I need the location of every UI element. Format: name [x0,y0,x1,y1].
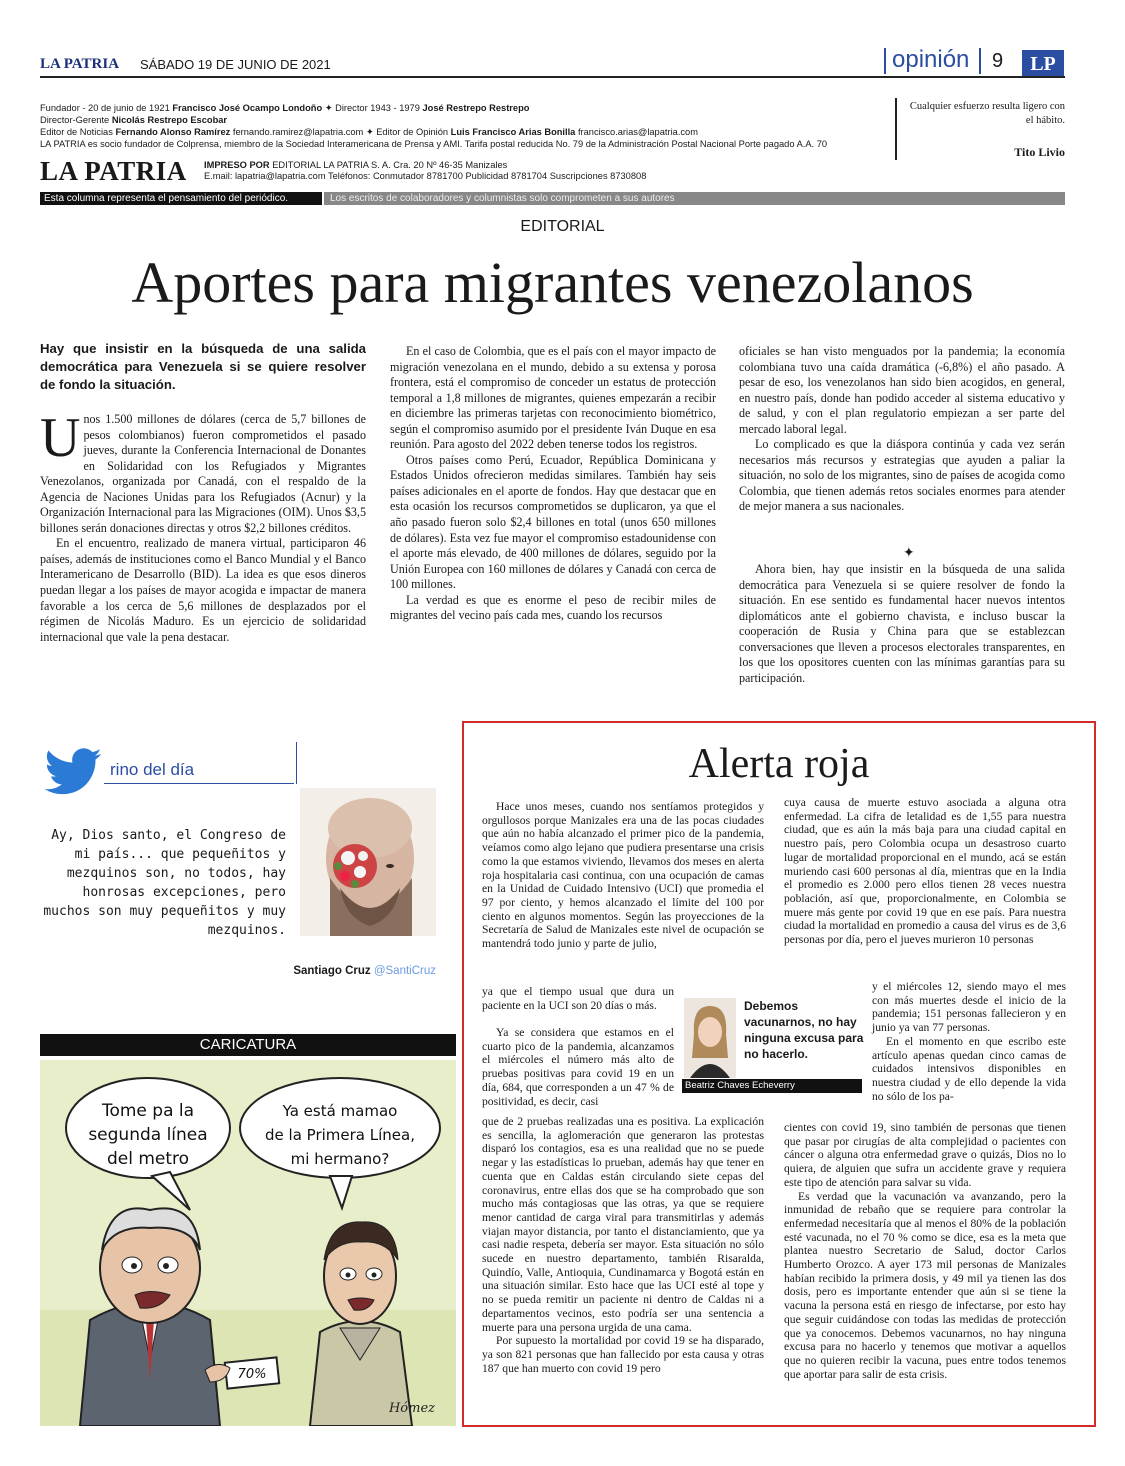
issue-date: SÁBADO 19 DE JUNIO DE 2021 [140,57,331,72]
column-text-1b [482,985,674,1012]
credit-name: Luis Francisco Arias Bonilla [450,127,576,137]
credit-email: francisco.arias@lapatria.com [577,127,698,137]
diamond-icon: ✦ [903,546,915,561]
credit-text: Editor de Noticias [40,127,113,137]
tweet-frame [296,742,297,784]
ticket-text: 70% [237,1367,267,1382]
paragraph: que de 2 pruebas realizadas una es positiva. La explicación es sencilla, la aglomeración que generaron las protestas disparó los contagios, esa es una realidad que no se puede negar y las estadísticas lo prueban, además hay que tener en cuenta que en Caldas están circulando siete cepas del coronavirus, entre ellas dos que se ha comprobado que son mucho más contagiosas que las otras, ya que se requiere menor cantidad de carga viral para transmitirlas y además viajan mayor distancia, por tanto el distanciamiento, que ya casi nadie respeta, debería ser mayor. Esta situación no sólo sucede en nuestro departamento, también Risaralda, Quindío, Valle, Antioquia, Cundinamarca y Bogotá están en una situación similar. Esto hace que las UCI esté al tope y no se pueda remitir un paciente ni dentro de Caldas ni a departamentos vecinos, esto podría ser una sentencia a muerte para una persona urgida de una cama. [482,1115,764,1334]
tweet-author: Santiago Cruz [293,965,371,977]
staff-credits: Fundador - 20 de junio de 1921 Francisco José Ocampo Londoño ✦ Director 1943 - 1979 José Restrepo Restrepo Director-Gerente Nicolás Restrepo Escobar Editor de Noticias Fernando Alonso Ramírez fernando.ramirez@lapatria.com ✦ Editor de Opinión Luis Francisco Arias Bonilla francisco.arias@lapatria.com LA PATRIA es socio fundador de Colprensa, miembro de la Sociedad Interamericana de Prensa y AMI. Tarifa postal reducida No. 79 de la Administración Postal Nacional Porte pagado A.A. 70 [40,102,860,150]
tweet-text: Ay, Dios santo, el Congreso de mi país... que pequeñitos y mezquinos son, no todos, hay honrosas excepciones, pero muchos son muy pequeñitos y muy mezquinos. [43,828,286,938]
editorial-column-3 [739,344,1065,515]
editorial-column-1 [40,407,366,645]
paragraph: La verdad es que es enorme el peso de recibir miles de migrantes del vecino país cada mes, cuando los recursos [390,592,716,623]
masthead-brand: LA PATRIA [40,56,120,72]
bubble-left-line: segunda línea [88,1125,208,1145]
tweet-title: rino del día [110,760,195,779]
paragraph: Hace unos meses, cuando nos sentíamos protegidos y orgullosos porque Manizales era una de las pocas ciudades que aún no había alcanzado el primer pico de la pandemia, veíamos como algo lejano que pudiera presentarse una crisis como la que estamos viviendo, llevamos dos meses en alerta roja hospitalaria casi continua, con una ocupación de camas en la Unidad de Cuidado Intensivo (UCI) que promedia el 97 por ciento, y hemos alcanzado el límite del 100 por ciento en algunos momentos. Según las proyecciones de la Secretaría de Salud de Manizales este nivel de ocupación se mantendrá todo junio y parte de julio, [482,800,764,951]
author-inset [680,994,866,1096]
credit-name: Nicolás Restrepo Escobar [111,115,228,125]
credit-name: José Restrepo Restrepo [422,103,530,113]
section-divider [979,48,981,74]
bubble-right-line: Ya está mamao [282,1102,398,1120]
brand-logo: LA PATRIA [40,156,187,186]
paragraph: Es verdad que la vacunación va avanzando, pero la inmunidad de rebaño que se requiere para controlar la enfermedad necesitaría que al menos el 80% de la población esté vacunada, no el 70 % como se dice, esa es la meta que plantea nuestro Secretario de Salud, doctor Carlos Humberto Orozco. A ayer 173 mil personas de Manizales habían recibido la primera dosis, y 49 mil ya tienen las dos dosis, pero es importante entender que aún si se tiene la vacuna la persona está en riesgo de infectarse, por esto hay que seguir cuidándose con todas las medidas de protección que ya conocemos. Debemos vacunarnos, no hay ninguna excusa para no hacerlo y tenemos que motivar a aquellos que no quieren recibir la vacuna, pues entre todos tenemos que aportar para salir de esta crisis. [784,1189,1066,1381]
printer-label: IMPRESO POR [204,160,270,170]
paragraph: ya que el tiempo usual que dura un paciente en la UCI son 20 días o más. [482,985,674,1012]
column-author: Beatriz Chaves Echeverry [682,1079,862,1093]
disclaimer-band [40,192,1065,205]
paragraph: Ya se considera que estamos en el cuarto pico de la pandemia, alcanzamos el miércoles el número más alto de pruebas positivas para covid 19 en un día, 684, que corresponden a un 47 % de positividad, es decir, casi [482,1026,674,1108]
credit-name: Fernando Alonso Ramírez [115,127,231,137]
quote-text: Cualquier esfuerzo resulta ligero con el hábito. [909,101,1065,126]
credit-text: Director 1943 - 1979 [335,103,420,113]
paragraph: y el miércoles 12, siendo mayo el mes con más muertes desde el inicio de la pandemia; 151 personas fallecieron y en junio ya van 77 personas. [872,980,1066,1035]
section-name: opinión [892,46,970,73]
column-text-1d [482,1115,764,1375]
bubble-right-line: mi hermano? [290,1150,390,1168]
paragraph: Otros países como Perú, Ecuador, República Dominicana y Estados Unidos ofrecieron medidas similares. También hay seis países adicionales en el aporte de fondos. Hay que destacar que en esta ocasión los recursos comprometidos se duplicaron, ya que el año pasado fueron solo $2,4 billones en total (unos 650 millones de dólares). Esta vez fue mayor el compromiso estadounidense con el aporte más elevado, de 400 millones de dólares, seguido por la Unión Europea con 160 millones de dólares y Canadá con cerca de 100 millones. [390,452,716,592]
quote-divider [895,98,897,160]
printer-address: EDITORIAL LA PATRIA S. A. Cra. 20 Nº 46-35 Manizales [272,160,508,170]
page-number: 9 [992,50,1004,72]
paragraph: En el caso de Colombia, que es el país con el mayor impacto de migración venezolana en el mundo, debido a su extensa y porosa frontera, está el compromiso de conceder un estatus de protección temporal a 1,8 millones de migrantes, quienes empezarán a recibir en diciembre las primeras tarjetas con reconocimiento biométrico, según el compromiso asumido por el presidente Iván Duque en esa reunión. Para agosto del 2022 deben tenerse todos los registros. [390,344,716,452]
quote-author: Tito Livio [1014,145,1065,159]
printer-contact: E.mail: lapatria@lapatria.com Teléfonos: Conmutador 8781700 Publicidad 8781704 Suscripciones 8730808 [204,171,647,181]
tweet-byline [240,965,436,977]
credit-text: Director-Gerente [40,115,110,125]
column-text-2b [872,980,1066,1103]
editorial-label: EDITORIAL [520,218,605,235]
drop-cap: U [40,407,81,469]
editorial-headline: Aportes para migrantes venezolanos [131,250,974,315]
cartoonist-signature: Hómez [388,1401,435,1416]
credit-name: Francisco José Ocampo Londoño [172,103,323,113]
tweet-frame [104,783,294,784]
credit-text: Editor de Opinión [376,127,449,137]
twitter-bird-icon [40,742,106,809]
credit-email: fernando.ramirez@lapatria.com [232,127,364,137]
caricature-image [40,1060,456,1426]
credit-text: LA PATRIA es socio fundador de Colprensa, miembro de la Sociedad Interamericana de Prensa y AMI. Tarifa postal reducida No. 79 de la Administración Postal Nacional Porte pagado A.A. 70 [40,139,828,149]
paragraph: En el momento en que escribo este artículo apenas quedan cinco camas de cuidados intensivos disponibles en nuestra ciudad y de ello depende la vida no sólo de los pa- [872,1034,1066,1103]
editorial-column-3-cont [739,562,1065,686]
paragraph: cuya causa de muerte estuvo asociada a alguna otra enfermedad. La cifra de letalidad es de 1,55 para nuestra ciudad, que es aún la más baja para una ciudad capital en nuestro país, pero Colombia ocupa un desastroso cuarto lugar de mortalidad proporcional en el mundo, acá se están muriendo casi 600 personas al día, mientras que en la India el promedio es 2.000 pero ellos tienen 28 veces nuestra población, así que, proporcionalmente, en Colombia se muere más gente por covid 19 que en ese país. Para nuestra ciudad la mortalidad en promedio a causa del virus es de 3,6 personas por día, pero el jueves murieron 10 personas [784,796,1066,947]
caricature-label: CARICATURA [40,1034,456,1056]
tweet-author-photo [300,788,436,936]
paragraph: En el encuentro, realizado de manera virtual, participaron 46 países, además de instituciones como el Banco Mundial y el Banco Interamericano de Desarrollo (BID). La idea es que esos dineros puedan llegar a los países de mayor acogida e impactar de manera favorable a los cerca de 5,6 millones de desplazados por el régimen de Nicolás Maduro. Es un ejercicio de solidaridad internacional que vale la pena destacar. [40,536,366,644]
column-text-2c [784,1121,1066,1381]
author-photo [684,998,736,1078]
column-text-1c [482,1026,674,1108]
editorial-column-2 [390,344,716,624]
bubble-left-line: del metro [106,1149,190,1169]
paragraph: Por supuesto la mortalidad por covid 19 se ha disparado, ya son 821 personas que han fallecido por esta causa y otras 187 que han muerto con covid 19 pero [482,1334,764,1375]
column-text-1 [482,800,764,951]
column-title: Alerta roja [688,741,870,787]
section-divider [884,48,886,74]
editorial-lead: Hay que insistir en la búsqueda de una salida democrática para Venezuela si se quiere resolver de fondo la situación. [40,341,366,392]
column-text-2 [784,796,1066,947]
tweet-handle[interactable]: @SantiCruz [373,965,436,977]
inset-quote: Debemos vacunarnos, no hay ninguna excusa para no hacerlo. [744,999,864,1061]
paragraph: nos 1.500 millones de dólares (cerca de 5,7 billones de pesos colombianos) fueron comprometidos el pasado jueves, durante la Conferencia Internacional de Donantes en Solidaridad con los Refugiados y Migrantes Venezolanos, organizada por Canadá, con el respaldo de la Agencia de Naciones Unidas para los Refugiados (Acnur) y la Organización Internacional para las Migraciones (OIM). Unos $3,5 billones serán donaciones directas y otros $2,2 billones créditos. [40,412,366,535]
paragraph: cientes con covid 19, sino también de personas que tienen que pasar por cirugías de alta complejidad o pacientes con cáncer o alguna otra enfermedad grave o quizás, Dios no lo quiera, de alguien que sufra un accidente grave y requiera este tipo de atención para salvar su vida. [784,1121,1066,1189]
paragraph: Lo complicado es que la diáspora continúa y cada vez serán necesarios más recursos y estrategias que ayuden a paliar la situación, no solo de los migrantes, sino de países de acogida como Colombia, que tienen además retos sociales enormes para atender de mejor manera a sus nacionales. [739,437,1065,514]
disclaimer-right: Los escritos de colaboradores y columnistas solo comprometen a sus autores [324,192,1065,205]
paragraph: Ahora bien, hay que insistir en la búsqueda de una salida democrática para Venezuela si se quiere resolver de fondo la situación. En ese sentido es fundamental hacer nuevos intentos diplomáticos ante el gobierno chavista, e incluso buscar la cooperación de Rusia y China para que se establezcan conversaciones que lleven a procesos electorales transparentes, en los que los opositores cuenten con las mínimas garantías para su participación. [739,562,1065,685]
credit-text: Fundador - 20 de junio de 1921 [40,103,170,113]
printer-info [204,160,844,182]
bubble-right-line: de la Primera Línea, [265,1126,415,1144]
disclaimer-left: Esta columna representa el pensamiento del periódico. [40,192,322,205]
bubble-left-line: Tome pa la [101,1101,195,1121]
paragraph: oficiales se han visto menguados por la pandemia; la economía colombiana tuvo una caída dramática (-6,8%) el año pasado. A pesar de eso, los venezolanos han sido bien acogidos, en general, en nuestro país, donde han podido acceder al sistema educativo y de salud, y con el plan regulatorio empiezan a ser parte del mercado laboral legal. [739,344,1065,436]
masthead-rule [40,76,1065,78]
lp-logo: LP [1022,50,1064,78]
